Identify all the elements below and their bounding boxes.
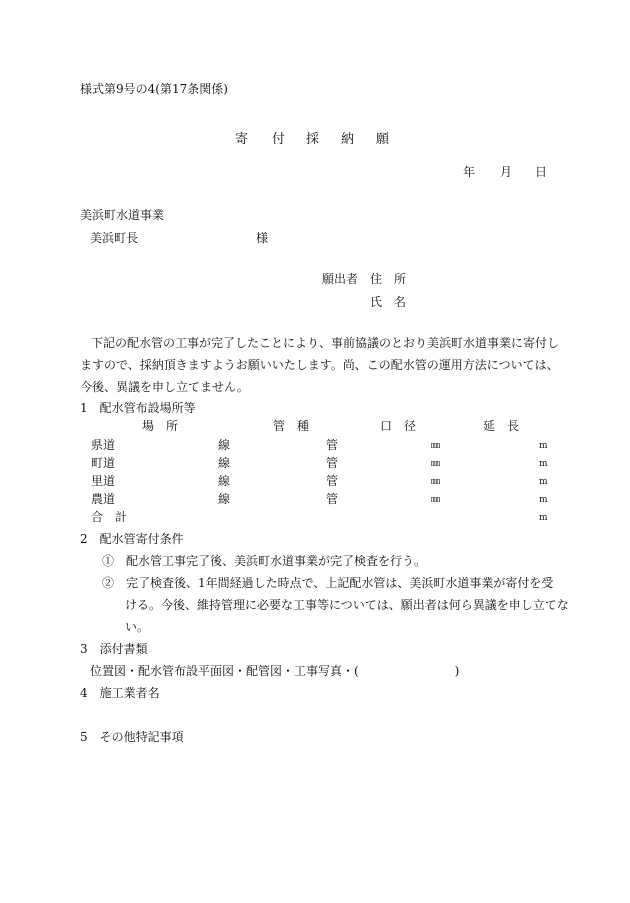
section-4-heading: 4 施工業者名 xyxy=(80,686,160,700)
row-pipe: 管 xyxy=(326,492,339,506)
row-mm-unit: ㎜ xyxy=(431,477,441,487)
row-m-unit: m xyxy=(539,459,548,469)
applicant-address: 住 所 xyxy=(370,272,407,286)
row-road: 農道 xyxy=(91,492,116,506)
addressee-person: 美浜町長 xyxy=(90,231,139,245)
condition-item-2-line-1: ② 完了検査後、1年間経過した時点で、上記配水管は、美浜町水道事業が寄付を受 xyxy=(102,576,554,590)
row-pipe: 管 xyxy=(326,474,339,488)
title-char: 採 xyxy=(306,132,320,147)
row-road: 里道 xyxy=(91,474,116,488)
section-1-heading: 1 配水管布設場所等 xyxy=(80,401,196,415)
row-line: 線 xyxy=(218,474,231,488)
form-number: 様式第9号の4(第17条関係) xyxy=(80,82,228,96)
row-line: 線 xyxy=(218,438,231,452)
section-5-heading: 5 その他特記事項 xyxy=(80,730,184,744)
addressee-honorific: 様 xyxy=(256,231,269,245)
title-char: 願 xyxy=(376,132,390,147)
row-road: 県道 xyxy=(91,438,116,452)
section-3-heading: 3 添付書類 xyxy=(80,642,148,656)
row-m-unit: m xyxy=(539,495,548,505)
title-char: 寄 xyxy=(235,132,249,147)
column-place: 場 所 xyxy=(142,419,179,433)
column-diameter: 口 径 xyxy=(380,419,417,433)
total-unit: m xyxy=(539,513,548,523)
applicant-label: 願出者 xyxy=(322,272,359,286)
total-label: 合 計 xyxy=(91,510,128,524)
addressee-org: 美浜町水道事業 xyxy=(80,208,165,222)
body-line-2: ますので、採納頂きますようお願いいたします。尚、この配水管の運用方法については、 xyxy=(80,358,559,372)
row-m-unit: m xyxy=(539,477,548,487)
attached-documents: 位置図・配水管布設平面図・配管図・工事写真・( ) xyxy=(90,664,460,678)
date-month: 月 xyxy=(500,165,513,179)
row-m-unit: m xyxy=(539,441,548,451)
row-pipe: 管 xyxy=(326,456,339,470)
body-line-1: 下記の配水管の工事が完了したことにより、事前協議のとおり美浜町水道事業に寄付し xyxy=(91,336,560,350)
row-mm-unit: ㎜ xyxy=(431,441,441,451)
column-length: 延 長 xyxy=(483,419,520,433)
body-line-3: 今後、異議を申し立てません。 xyxy=(80,380,249,394)
title-char: 付 xyxy=(272,132,286,147)
title-char: 納 xyxy=(341,132,355,147)
date-year: 年 xyxy=(463,165,476,179)
row-line: 線 xyxy=(218,492,231,506)
applicant-name: 氏 名 xyxy=(370,295,407,309)
date-day: 日 xyxy=(535,165,548,179)
column-pipe-type: 管 種 xyxy=(273,419,310,433)
section-2-heading: 2 配水管寄付条件 xyxy=(80,532,184,546)
row-line: 線 xyxy=(218,456,231,470)
row-pipe: 管 xyxy=(326,438,339,452)
row-mm-unit: ㎜ xyxy=(431,459,441,469)
condition-item-2-line-2: ける。今後、維持管理に必要な工事等については、願出者は何ら異議を申し立てな xyxy=(125,598,569,612)
row-mm-unit: ㎜ xyxy=(431,495,441,505)
condition-item-2-line-3: い。 xyxy=(125,620,150,634)
condition-item-1: ① 配水管工事完了後、美浜町水道事業が完了検査を行う。 xyxy=(102,554,427,568)
row-road: 町道 xyxy=(91,456,116,470)
